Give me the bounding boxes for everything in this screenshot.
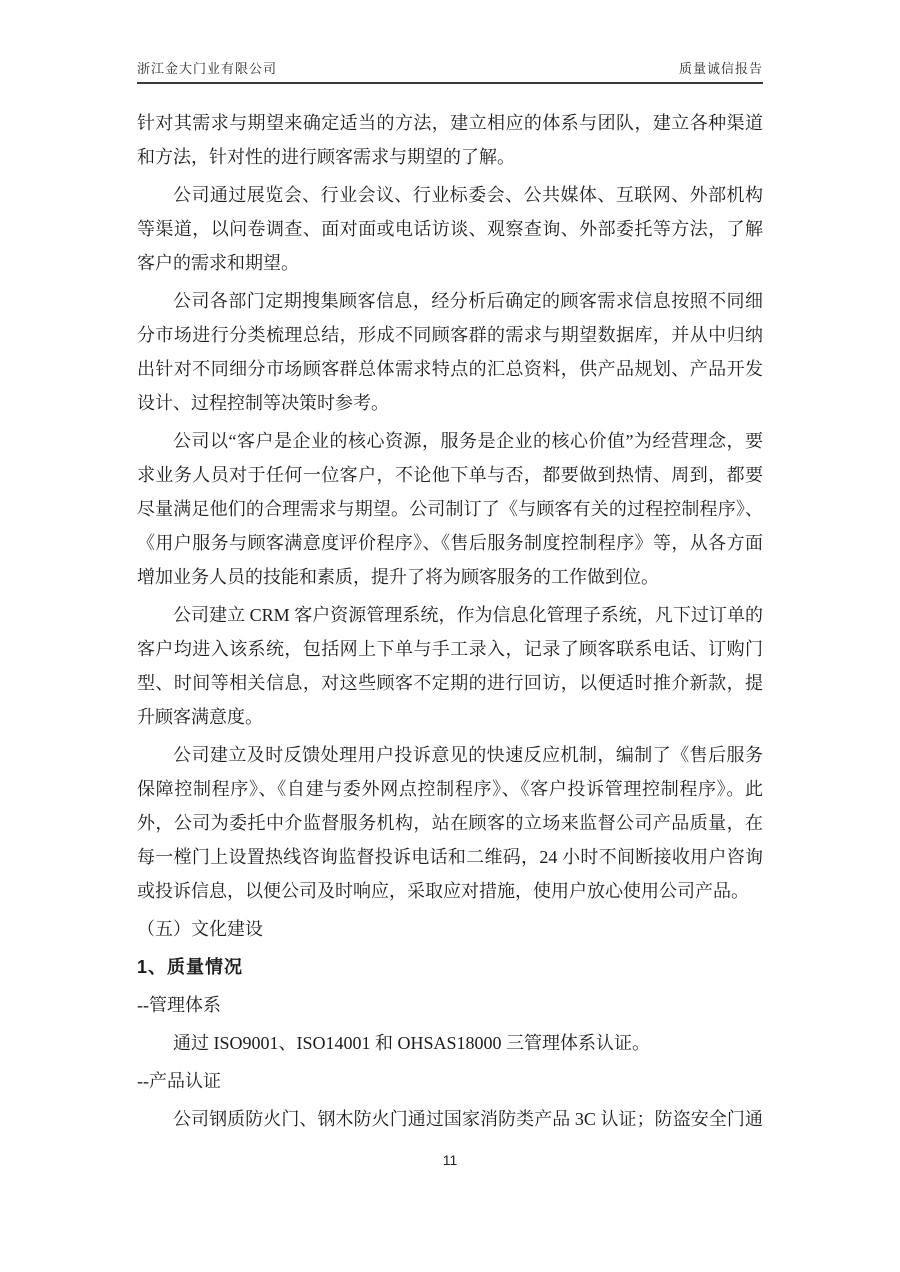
header-company-name: 浙江金大门业有限公司 <box>137 61 278 76</box>
paragraph-information-channels: 公司通过展览会、行业会议、行业标委会、公共媒体、互联网、外部机构等渠道，以问卷调查、面对面或电话访谈、观察查询、外部委托等方法，了解客户的需求和期望。 <box>137 185 763 273</box>
paragraph-complaint-mechanism: 公司建立及时反馈处理用户投诉意见的快速反应机制，编制了《售后服务保障控制程序》、《自建与委外网点控制程序》、《客户投诉管理控制程序》。此外，公司为委托中介监督服务机构，站在顾客的立场来监督公司产品质量，在每一樘门上设置热线咨询监督投诉电话和二维码，24 小时不间断接收用户咨询或投诉信息，以便公司及时响应，采取应对措施，使用户放心使用公司产品。 <box>137 745 763 901</box>
page-number: 11 <box>442 1152 458 1168</box>
paragraph-product-3c-certification: 公司钢质防火门、钢木防火门通过国家消防类产品 3C 认证；防盗安全门通 <box>173 1109 763 1129</box>
document-body <box>137 106 763 1136</box>
paragraph-crm-system: 公司建立 CRM 客户资源管理系统，作为信息化管理子系统，凡下过订单的客户均进入该系统，包括网上下单与手工录入，记录了顾客联系电话、订购门型、时间等相关信息，对这些顾客不定期的进行回访，以便适时推介新款，提升顾客满意度。 <box>137 605 763 727</box>
header-report-title: 质量诚信报告 <box>678 61 763 76</box>
paragraph-iso-certifications: 通过 ISO9001、ISO14001 和 OHSAS18000 三管理体系认证。 <box>173 1033 651 1053</box>
paragraph-needs-expectations-continuation: 针对其需求与期望来确定适当的方法，建立相应的体系与团队，建立各种渠道和方法，针对性的进行顾客需求与期望的了解。 <box>137 113 763 167</box>
heading-quality-status: 1、质量情况 <box>137 957 244 977</box>
paragraph-service-philosophy: 公司以“客户是企业的核心资源，服务是企业的核心价值”为经营理念，要求业务人员对于任何一位客户，不论他下单与否，都要做到热情、周到，都要尽量满足他们的合理需求与期望。公司制订了《与顾客有关的过程控制程序》、《用户服务与顾客满意度评价程序》、《售后服务制度控制程序》等，从各方面增加业务人员的技能和素质，提升了将为顾客服务的工作做到位。 <box>137 431 763 587</box>
section-title-culture-building: （五）文化建设 <box>137 919 263 939</box>
paragraph-customer-info-collection: 公司各部门定期搜集顾客信息，经分析后确定的顾客需求信息按照不同细分市场进行分类梳理总结，形成不同顾客群的需求与期望数据库，并从中归纳出针对不同细分市场顾客群总体需求特点的汇总资料，供产品规划、产品开发设计、过程控制等决策时参考。 <box>137 291 763 413</box>
page-header <box>137 58 763 84</box>
subsection-management-system: --管理体系 <box>137 995 221 1015</box>
page-footer <box>137 1152 763 1168</box>
subsection-product-certification: --产品认证 <box>137 1071 221 1091</box>
